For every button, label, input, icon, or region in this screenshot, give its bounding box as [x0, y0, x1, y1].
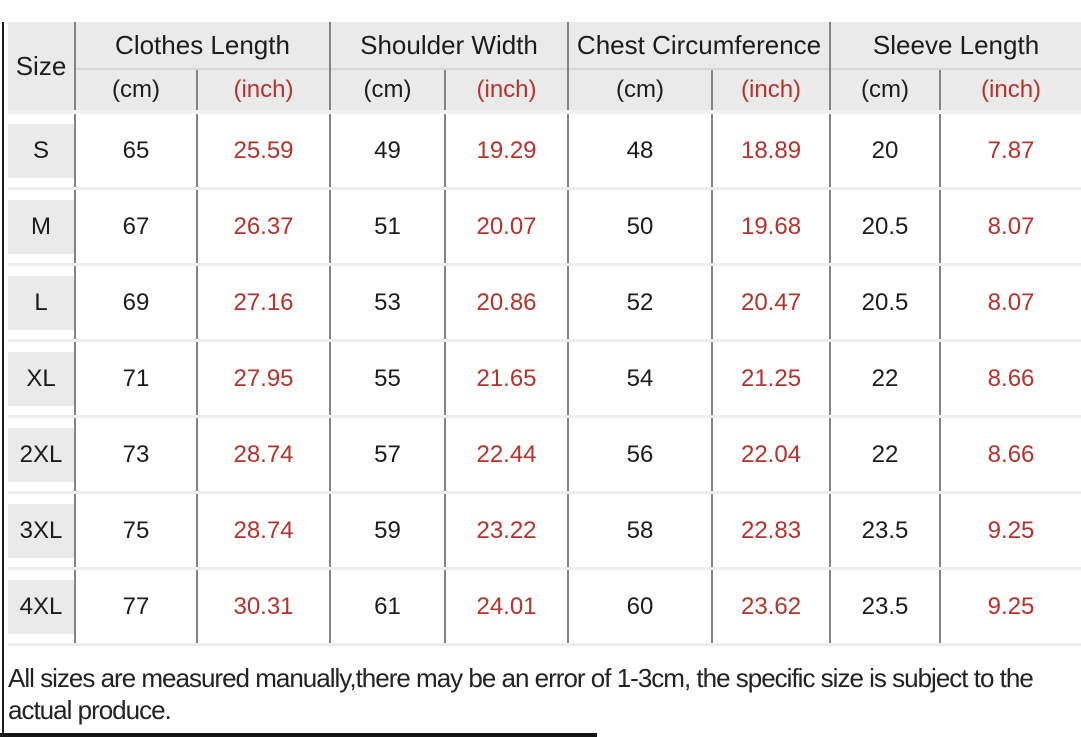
size-cell — [8, 112, 75, 189]
value-cm: 71 — [75, 341, 197, 417]
value-cm: 55 — [330, 341, 445, 417]
value-inch: 28.74 — [197, 493, 330, 569]
value-cm: 67 — [75, 189, 197, 265]
table-row — [8, 569, 1081, 645]
value-inch: 20.07 — [445, 189, 568, 265]
value-cm: 22 — [830, 341, 940, 417]
value-inch: 23.22 — [445, 493, 568, 569]
unit-header-row — [8, 69, 1081, 112]
group-header-chest-circumference: Chest Circumference — [568, 22, 830, 69]
size-label: 3XL — [8, 504, 74, 558]
left-border-line — [2, 22, 4, 737]
table-header — [8, 22, 1081, 112]
size-label: M — [8, 200, 74, 254]
table-row — [8, 189, 1081, 265]
unit-header-cm: (cm) — [75, 69, 197, 112]
value-inch: 20.47 — [712, 265, 830, 341]
value-cm: 23.5 — [830, 569, 940, 645]
size-label: S — [8, 124, 74, 178]
size-label: XL — [8, 352, 74, 406]
value-inch: 19.68 — [712, 189, 830, 265]
value-inch: 9.25 — [940, 569, 1081, 645]
size-cell — [8, 189, 75, 265]
value-cm: 75 — [75, 493, 197, 569]
value-cm: 20.5 — [830, 265, 940, 341]
value-cm: 59 — [330, 493, 445, 569]
size-cell — [8, 265, 75, 341]
value-cm: 73 — [75, 417, 197, 493]
value-inch: 9.25 — [940, 493, 1081, 569]
size-cell — [8, 569, 75, 645]
value-cm: 60 — [568, 569, 712, 645]
size-cell — [8, 417, 75, 493]
value-cm: 20 — [830, 112, 940, 189]
value-cm: 52 — [568, 265, 712, 341]
value-cm: 49 — [330, 112, 445, 189]
value-inch: 30.31 — [197, 569, 330, 645]
value-cm: 51 — [330, 189, 445, 265]
value-cm: 20.5 — [830, 189, 940, 265]
group-header-sleeve-length: Sleeve Length — [830, 22, 1081, 69]
unit-header-inch: (inch) — [197, 69, 330, 112]
size-column-header: Size — [8, 22, 75, 112]
value-inch: 25.59 — [197, 112, 330, 189]
size-label: 4XL — [8, 580, 74, 634]
value-inch: 24.01 — [445, 569, 568, 645]
value-cm: 77 — [75, 569, 197, 645]
value-inch: 22.04 — [712, 417, 830, 493]
value-inch: 18.89 — [712, 112, 830, 189]
value-cm: 50 — [568, 189, 712, 265]
table-row — [8, 417, 1081, 493]
size-label: L — [8, 276, 74, 330]
table-row — [8, 493, 1081, 569]
value-cm: 54 — [568, 341, 712, 417]
value-inch: 23.62 — [712, 569, 830, 645]
value-inch: 19.29 — [445, 112, 568, 189]
value-inch: 21.25 — [712, 341, 830, 417]
value-cm: 58 — [568, 493, 712, 569]
group-header-shoulder-width: Shoulder Width — [330, 22, 568, 69]
value-cm: 53 — [330, 265, 445, 341]
value-cm: 23.5 — [830, 493, 940, 569]
group-header-row — [8, 22, 1081, 69]
value-inch: 26.37 — [197, 189, 330, 265]
bottom-border-line — [0, 733, 597, 737]
value-inch: 28.74 — [197, 417, 330, 493]
table-row — [8, 112, 1081, 189]
value-inch: 7.87 — [940, 112, 1081, 189]
value-cm: 56 — [568, 417, 712, 493]
unit-header-cm: (cm) — [568, 69, 712, 112]
table-body — [8, 112, 1081, 645]
value-inch: 21.65 — [445, 341, 568, 417]
value-cm: 57 — [330, 417, 445, 493]
value-cm: 22 — [830, 417, 940, 493]
value-inch: 8.07 — [940, 189, 1081, 265]
value-inch: 8.66 — [940, 417, 1081, 493]
value-cm: 48 — [568, 112, 712, 189]
value-inch: 22.83 — [712, 493, 830, 569]
value-cm: 69 — [75, 265, 197, 341]
value-inch: 8.66 — [940, 341, 1081, 417]
table-row — [8, 265, 1081, 341]
size-label: 2XL — [8, 428, 74, 482]
unit-header-cm: (cm) — [330, 69, 445, 112]
value-cm: 61 — [330, 569, 445, 645]
table-row — [8, 341, 1081, 417]
value-cm: 65 — [75, 112, 197, 189]
group-header-clothes-length: Clothes Length — [75, 22, 330, 69]
unit-header-inch: (inch) — [712, 69, 830, 112]
value-inch: 22.44 — [445, 417, 568, 493]
unit-header-cm: (cm) — [830, 69, 940, 112]
value-inch: 27.16 — [197, 265, 330, 341]
value-inch: 8.07 — [940, 265, 1081, 341]
measurement-note: All sizes are measured manually,there may be an error of 1-3cm, the specific size is subject to the actual produce. — [8, 663, 1033, 725]
unit-header-inch: (inch) — [940, 69, 1081, 112]
value-inch: 27.95 — [197, 341, 330, 417]
value-inch: 20.86 — [445, 265, 568, 341]
size-cell — [8, 493, 75, 569]
size-cell — [8, 341, 75, 417]
size-chart-table — [8, 22, 1081, 646]
unit-header-inch: (inch) — [445, 69, 568, 112]
